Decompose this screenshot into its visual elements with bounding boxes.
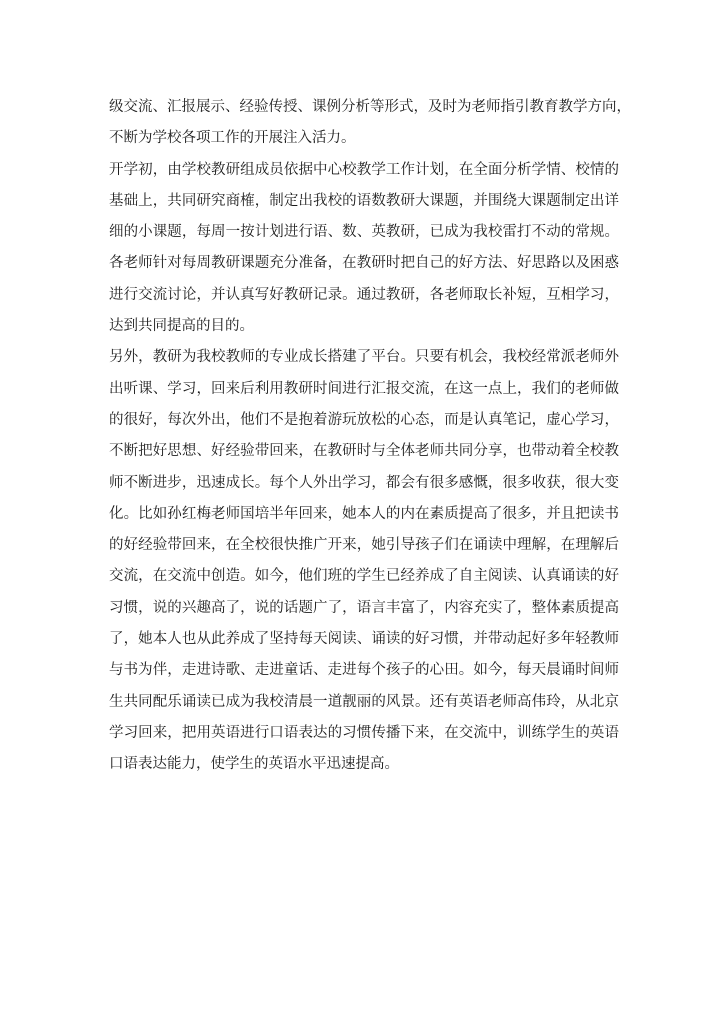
text-line: 级交流、汇报展示、经验传授、课例分析等形式，及时为老师指引教育教学方向， xyxy=(109,99,631,115)
text-line: 细的小课题，每周一按计划进行语、数、英教研，已成为我校雷打不动的常规。 xyxy=(109,224,619,241)
text-line: 的很好，每次外出，他们不是抱着游玩放松的心态，而是认真笔记，虚心学习， xyxy=(109,411,619,428)
text-line: 出听课、学习，回来后利用教研时间进行汇报交流，在这一点上，我们的老师做 xyxy=(109,380,619,397)
text-line: 生共同配乐诵读已成为我校清晨一道靓丽的风景。还有英语老师高伟玲，从北京 xyxy=(109,693,619,710)
document-body xyxy=(109,92,631,781)
text-line: 交流，在交流中创造。如今，他们班的学生已经养成了自主阅读、认真诵读的好 xyxy=(109,568,619,585)
text-line: 了，她本人也从此养成了坚持每天阅读、诵读的好习惯，并带动起好多年轻教师 xyxy=(109,631,619,648)
text-line: 另外，教研为我校教师的专业成长搭建了平台。只要有机会，我校经常派老师外 xyxy=(109,349,619,366)
text-line: 与书为伴，走进诗歌、走进童话、走进每个孩子的心田。如今，每天晨诵时间师 xyxy=(109,662,619,679)
text-line: 师不断进步，迅速成长。每个人外出学习，都会有很多感慨，很多收获，很大变 xyxy=(109,474,619,491)
text-line: 化。比如孙红梅老师国培半年回来，她本人的内在素质提高了很多，并且把读书 xyxy=(109,505,619,522)
text-line: 基础上，共同研究商榷，制定出我校的语数教研大课题，并围绕大课题制定出详 xyxy=(109,192,619,209)
text-line: 习惯，说的兴趣高了，说的话题广了，语言丰富了，内容充实了，整体素质提高 xyxy=(109,599,619,616)
text-line: 学习回来，把用英语进行口语表达的习惯传播下来，在交流中，训练学生的英语 xyxy=(109,724,619,741)
text-line: 开学初，由学校教研组成员依据中心校教学工作计划，在全面分析学情、校情的 xyxy=(109,161,619,178)
text-line: 不断为学校各项工作的开展注入活力。 xyxy=(109,130,356,147)
text-line: 的好经验带回来，在全校很快推广开来，她引导孩子们在诵读中理解，在理解后 xyxy=(109,537,619,554)
text-line: 口语表达能力，使学生的英语水平迅速提高。 xyxy=(109,756,399,773)
text-line: 不断把好思想、好经验带回来，在教研时与全体老师共同分享，也带动着全校教 xyxy=(109,443,619,460)
text-line: 各老师针对每周教研课题充分准备，在教研时把自己的好方法、好思路以及困惑 xyxy=(109,255,619,272)
text-line: 达到共同提高的目的。 xyxy=(109,318,254,335)
text-line: 进行交流讨论，并认真写好教研记录。通过教研，各老师取长补短，互相学习， xyxy=(109,286,619,303)
